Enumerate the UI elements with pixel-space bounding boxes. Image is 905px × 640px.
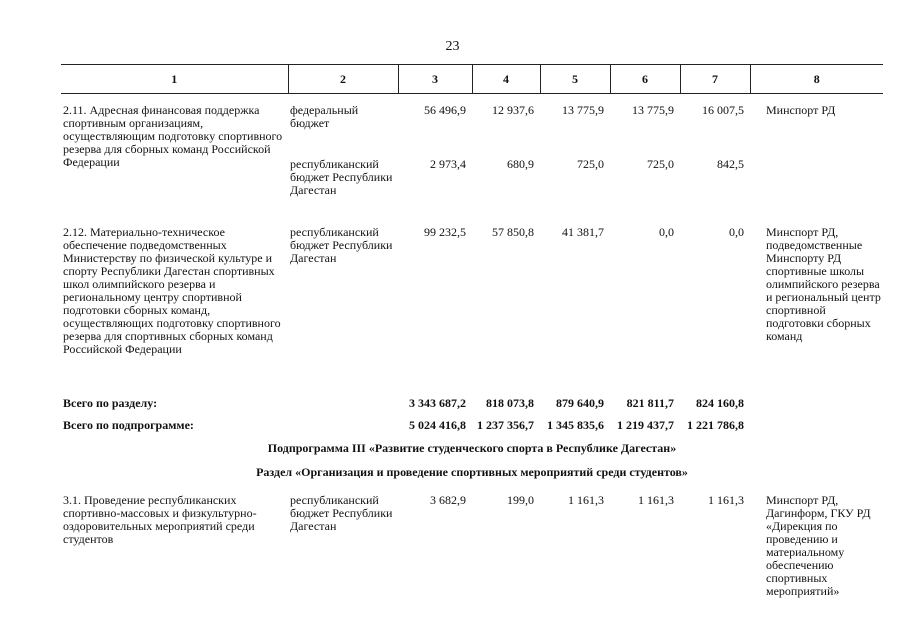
- executor: Минспорт РД, подведомственные Минспорту РД спортивные школы олимпийского резерва и региональный центр спортивной подготовки сборных команд: [766, 225, 881, 343]
- funding-source: республиканский бюджет Республики Дагестан: [290, 157, 393, 197]
- amount-year-3: 1 161,3: [638, 493, 674, 507]
- col-header-3: 3: [398, 65, 472, 94]
- amount-year-1: 680,9: [507, 157, 534, 171]
- col-header-6: 6: [610, 65, 680, 94]
- amount-year-4: 824 160,8: [696, 395, 744, 410]
- amount-total: 56 496,9: [424, 103, 466, 117]
- amount-total: 3 343 687,2: [409, 395, 466, 410]
- amount-year-3: 13 775,9: [632, 103, 674, 117]
- amount-year-1: 818 073,8: [486, 395, 534, 410]
- measure-name: 3.1. Проведение республиканских спортивно-массовых и физкультурно-оздоровительных мероприятий среди студентов: [63, 493, 257, 546]
- amount-year-2: 725,0: [577, 157, 604, 171]
- measure-name: 2.12. Материально-техническое обеспечение подведомственных Министерству по физической культуре и спорту Республики Дагестан спортивных школ олимпийского резерва и региональному центру спортивной подготовки сборных команд, осуществляющих подготовку спортивного резерва для спортивных сборных команд Российской Федерации: [63, 225, 281, 356]
- amount-year-4: 1 161,3: [708, 493, 744, 507]
- amount-total: 3 682,9: [430, 493, 466, 507]
- amount-year-2: 13 775,9: [562, 103, 604, 117]
- amount-year-4: 1 221 786,8: [687, 417, 744, 432]
- amount-year-2: 1 345 835,6: [547, 417, 604, 432]
- amount-year-1: 1 237 356,7: [477, 417, 534, 432]
- section-heading-row: [61, 460, 883, 484]
- amount-year-3: 725,0: [647, 157, 674, 171]
- amount-total: 2 973,4: [430, 157, 466, 171]
- col-header-4: 4: [472, 65, 540, 94]
- col-header-2: 2: [288, 65, 398, 94]
- executor: Минспорт РД, Дагинформ, ГКУ РД «Дирекция по проведению и материальному обеспечению спортивных мероприятий»: [766, 493, 871, 598]
- amount-year-1: 57 850,8: [492, 225, 534, 239]
- total-subprogram-row: [61, 414, 883, 436]
- header-row: [61, 65, 883, 94]
- executor: Минспорт РД: [766, 103, 836, 117]
- amount-year-1: 12 937,6: [492, 103, 534, 117]
- amount-year-3: 0,0: [659, 225, 674, 239]
- amount-total: 5 024 416,8: [409, 417, 466, 432]
- page-number: 23: [445, 39, 460, 54]
- funding-source: республиканский бюджет Республики Дагестан: [290, 225, 393, 265]
- col-header-5: 5: [540, 65, 610, 94]
- amount-year-1: 199,0: [507, 493, 534, 507]
- total-section-row: [61, 392, 883, 414]
- budget-table: [61, 64, 883, 598]
- table-row: [61, 494, 883, 598]
- subprogram-heading-row: [61, 436, 883, 460]
- table-row: [61, 104, 883, 158]
- amount-total: 99 232,5: [424, 225, 466, 239]
- amount-year-4: 0,0: [729, 225, 744, 239]
- funding-source: республиканский бюджет Республики Дагестан: [290, 493, 393, 533]
- amount-year-3: 821 811,7: [626, 395, 674, 410]
- amount-year-4: 16 007,5: [702, 103, 744, 117]
- amount-year-2: 1 161,3: [568, 493, 604, 507]
- measure-name: 2.11. Адресная финансовая поддержка спортивным организациям, осуществляющим подготовку спортивного резерва для сборных команд Российской Федерации: [63, 103, 283, 169]
- total-section-label: Всего по разделу:: [63, 395, 158, 410]
- col-header-1: 1: [61, 65, 288, 94]
- col-header-7: 7: [680, 65, 750, 94]
- col-header-8: 8: [750, 65, 883, 94]
- amount-year-4: 842,5: [717, 157, 744, 171]
- table-row: [61, 226, 883, 392]
- section-heading: Раздел «Организация и проведение спортивных мероприятий среди студентов»: [256, 464, 688, 479]
- total-subprogram-label: Всего по подпрограмме:: [63, 417, 194, 432]
- funding-source: федеральный бюджет: [290, 103, 359, 130]
- amount-year-2: 879 640,9: [556, 395, 604, 410]
- subprogram-heading: Подпрограмма III «Развитие студенческого спорта в Республике Дагестан»: [267, 440, 677, 455]
- amount-year-3: 1 219 437,7: [617, 417, 674, 432]
- amount-year-2: 41 381,7: [562, 225, 604, 239]
